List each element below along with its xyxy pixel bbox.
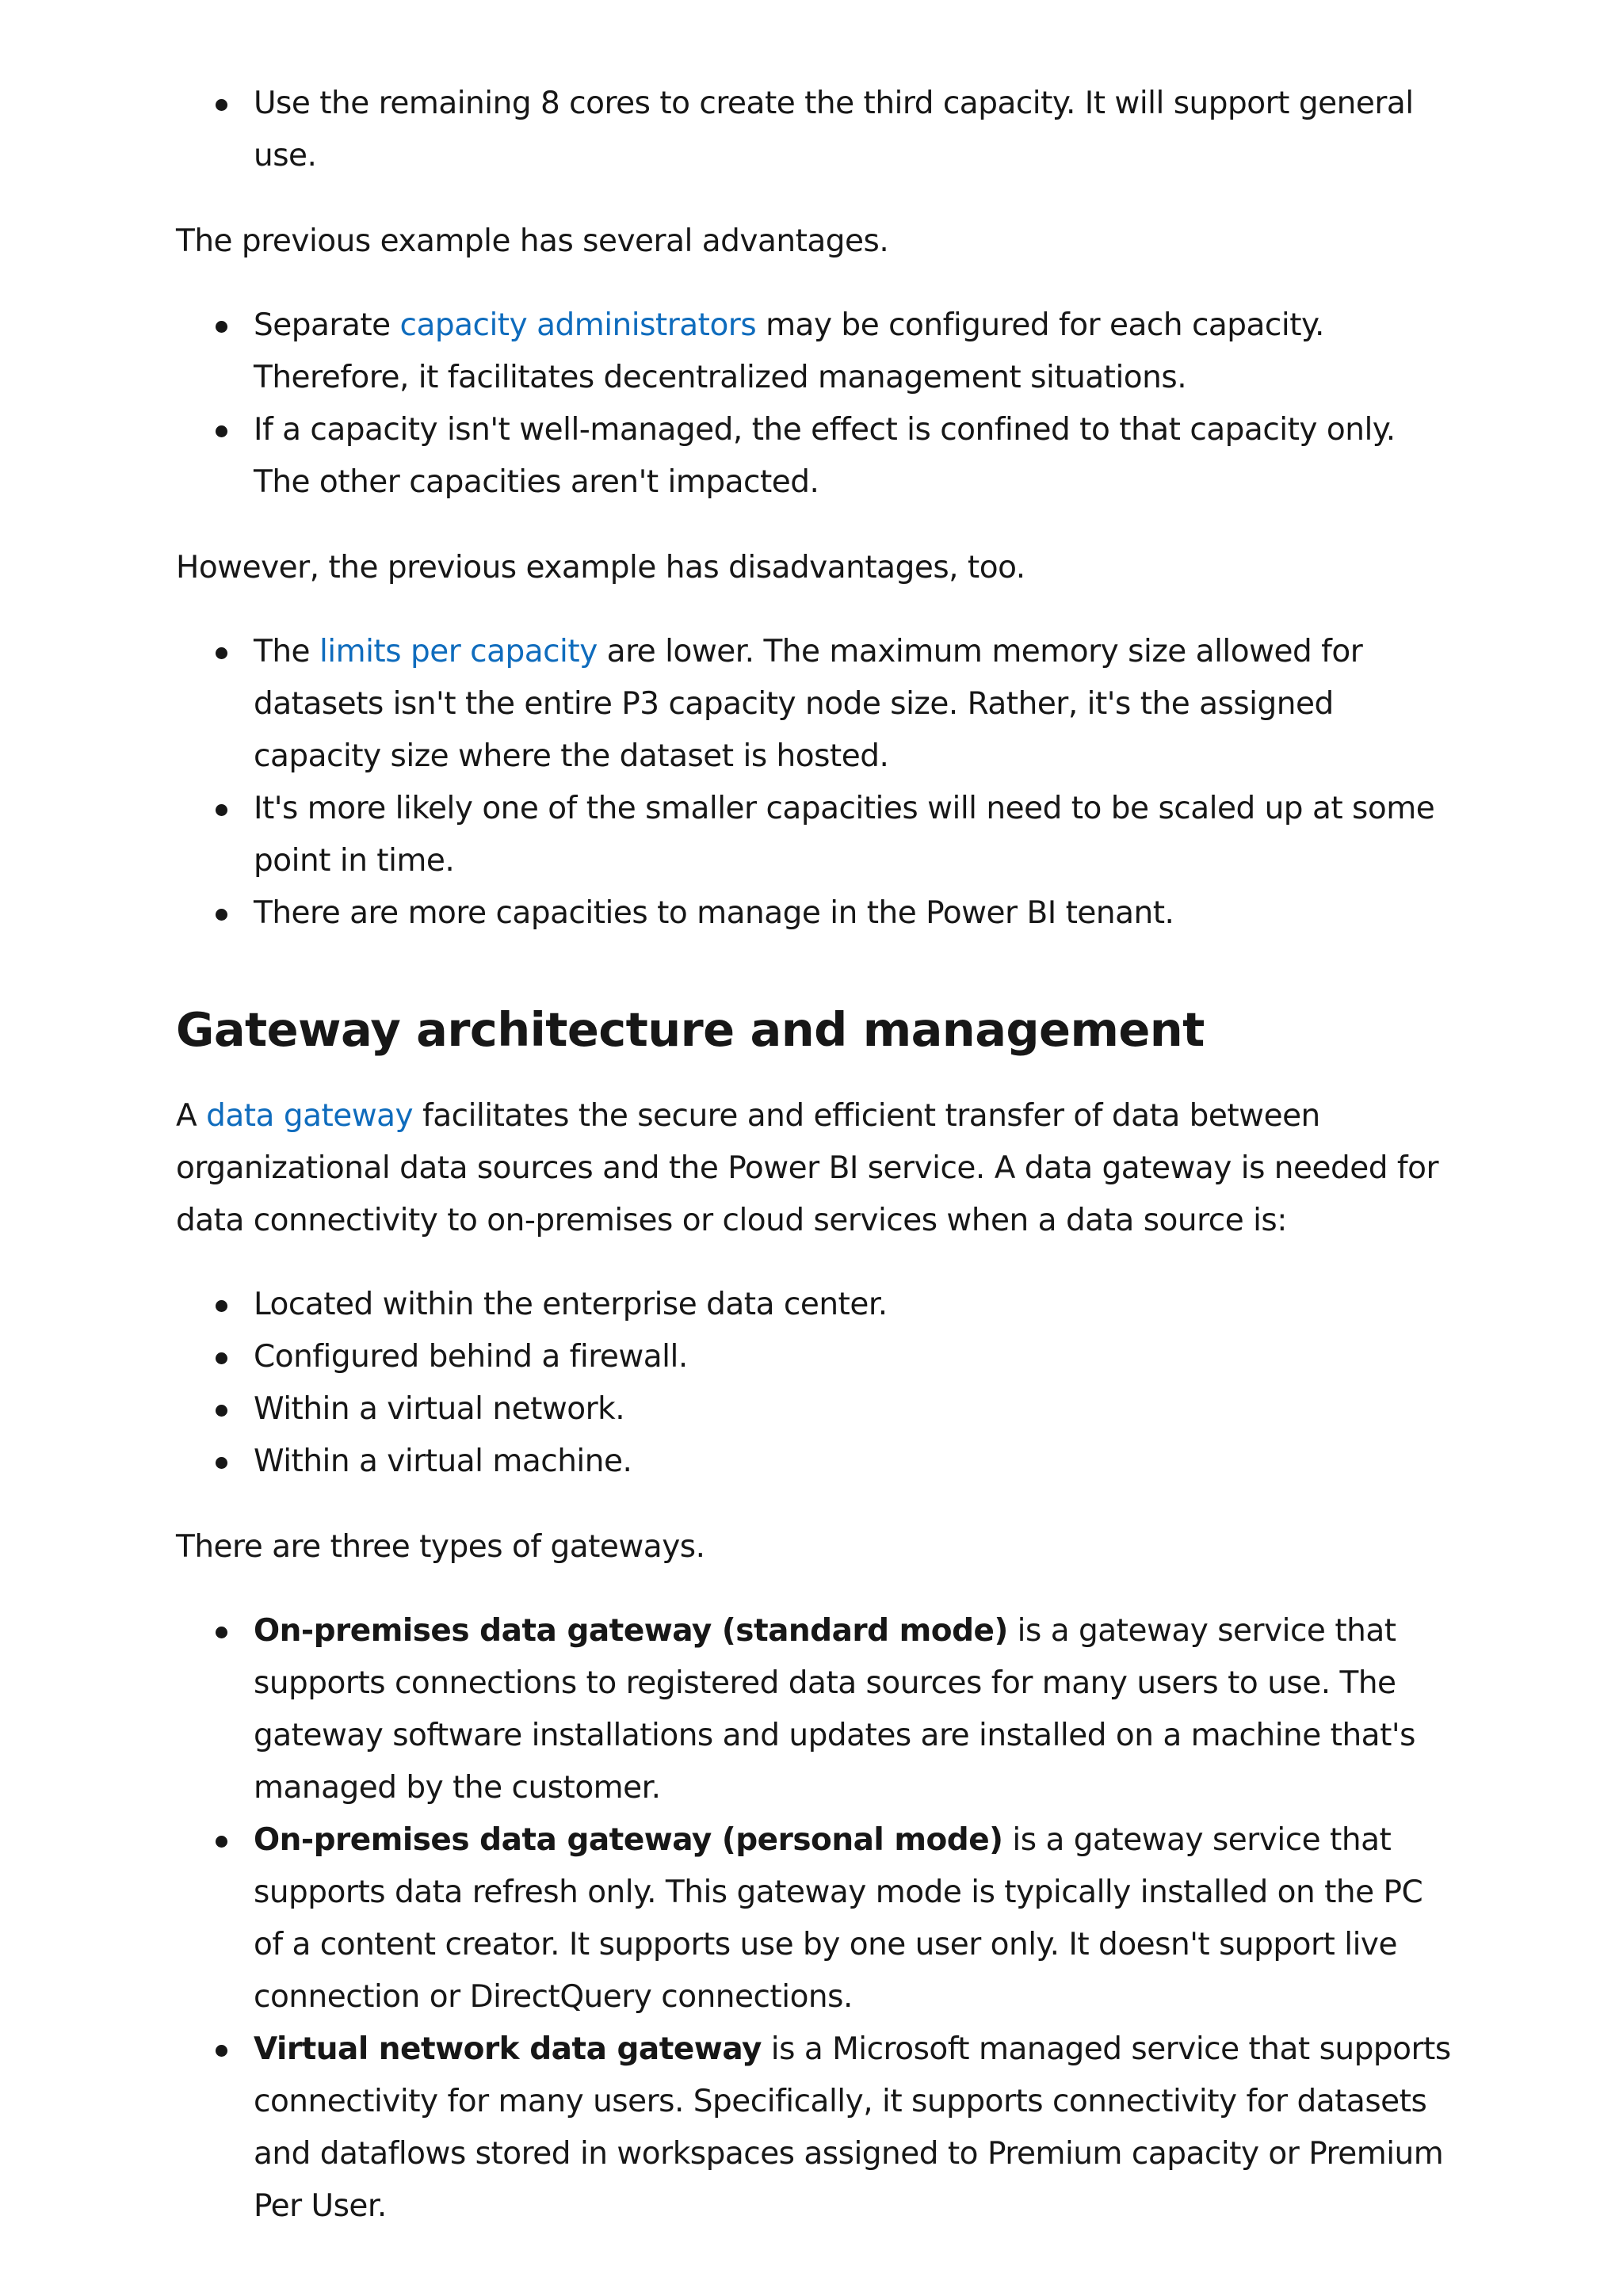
gateway-type-name: On-premises data gateway (personal mode)	[254, 1822, 1003, 1858]
list-item	[176, 1605, 1460, 1814]
bullet-icon	[216, 804, 227, 816]
gateway-type-description: is a gateway service that supports connections to registered data sources for many users to use. The gateway software installations and updates are installed on a machine that's managed by the customer.	[254, 1613, 1415, 1806]
bullet-icon	[216, 425, 227, 437]
article-content	[176, 78, 1460, 2233]
list-item	[176, 783, 1460, 887]
capacity-list	[176, 78, 1460, 182]
list-item	[176, 1279, 1460, 1331]
list-item	[176, 1383, 1460, 1436]
list-item-text-pre: The	[254, 634, 319, 669]
list-item-text-pre: Separate	[254, 307, 400, 343]
advantages-list	[176, 299, 1460, 509]
list-item	[176, 78, 1460, 182]
list-item-text: Within a virtual machine.	[254, 1444, 632, 1479]
list-item-text: Configured behind a firewall.	[254, 1339, 688, 1375]
list-item	[176, 887, 1460, 940]
list-item	[176, 1436, 1460, 1488]
list-item-text: If a capacity isn't well-managed, the effect is confined to that capacity only. The other capacities aren't impacted.	[254, 412, 1396, 500]
gateway-types-intro: There are three types of gateways.	[176, 1529, 705, 1565]
gateway-type-name: On-premises data gateway (standard mode)	[254, 1613, 1008, 1649]
bullet-icon	[216, 647, 227, 659]
list-item	[176, 299, 1460, 404]
list-item-text: Use the remaining 8 cores to create the third capacity. It will support general use.	[254, 86, 1414, 174]
gateway-types-list	[176, 1605, 1460, 2233]
section-heading: Gateway architecture and management	[176, 1002, 1205, 1057]
limits-per-capacity-link[interactable]: limits per capacity	[319, 634, 598, 669]
list-item-text-post: are lower. The maximum memory size allowed for datasets isn't the entire P3 capacity node size. Rather, it's the assigned capacity size where the dataset is hosted.	[254, 634, 1363, 774]
list-item	[176, 626, 1460, 783]
bullet-icon	[216, 909, 227, 921]
list-item-text: Within a virtual network.	[254, 1391, 625, 1427]
bullet-icon	[216, 1405, 227, 1417]
bullet-icon	[216, 321, 227, 333]
bullet-icon	[216, 99, 227, 111]
advantages-intro: The previous example has several advantages.	[176, 223, 889, 259]
list-item-text-post: may be configured for each capacity. Therefore, it facilitates decentralized management situations.	[254, 307, 1324, 395]
list-item	[176, 1814, 1460, 2023]
bullet-icon	[216, 1627, 227, 1638]
gateway-type-description: is a Microsoft managed service that supports connectivity for many users. Specifically, it supports connectivity for datasets and dataflows stored in workspaces assigned to Premium capacity or Premium Per User.	[254, 2031, 1451, 2224]
list-item-text: There are more capacities to manage in the Power BI tenant.	[254, 895, 1174, 931]
gateway-type-name: Virtual network data gateway	[254, 2031, 762, 2067]
capacity-administrators-link[interactable]: capacity administrators	[399, 307, 757, 343]
gateway-intro-pre: A	[176, 1098, 207, 1134]
data-source-locations-list	[176, 1279, 1460, 1488]
disadvantages-list	[176, 626, 1460, 940]
list-item-text: Located within the enterprise data center.	[254, 1287, 888, 1322]
gateway-intro	[176, 1090, 1460, 1247]
bullet-icon	[216, 1352, 227, 1364]
gateway-intro-post: facilitates the secure and efficient transfer of data between organizational data sources and the Power BI service. A data gateway is needed for data connectivity to on-premises or cloud services when a data source is:	[176, 1098, 1439, 1238]
bullet-icon	[216, 1457, 227, 1469]
list-item-text: It's more likely one of the smaller capacities will need to be scaled up at some point in time.	[254, 791, 1435, 879]
disadvantages-intro: However, the previous example has disadvantages, too.	[176, 550, 1025, 585]
list-item	[176, 1331, 1460, 1383]
gateway-type-description: is a gateway service that supports data refresh only. This gateway mode is typically installed on the PC of a content creator. It supports use by one user only. It doesn't support live connection or DirectQuery connections.	[254, 1822, 1423, 2015]
bullet-icon	[216, 2045, 227, 2057]
list-item	[176, 404, 1460, 509]
list-item	[176, 2023, 1460, 2233]
bullet-icon	[216, 1836, 227, 1848]
bullet-icon	[216, 1300, 227, 1312]
data-gateway-link[interactable]: data gateway	[206, 1098, 414, 1134]
